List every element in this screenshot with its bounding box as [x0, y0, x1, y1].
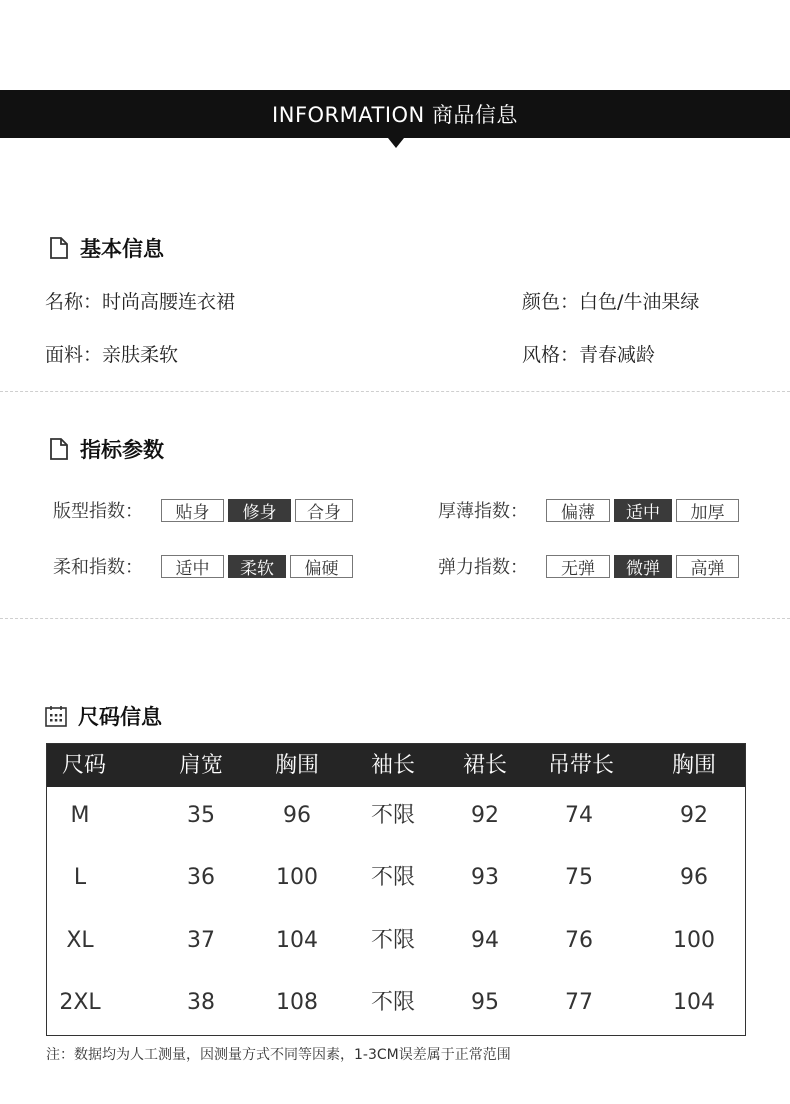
shoulder-cell: 37	[187, 928, 215, 953]
column-header: 尺码	[61, 753, 106, 778]
bust-cell: 100	[276, 865, 318, 890]
size-table	[46, 743, 746, 1036]
strap-length-cell: 74	[565, 803, 593, 828]
info-banner	[0, 90, 790, 138]
softness-option: 偏硬	[290, 555, 353, 578]
product-color: 颜色：白色/牛油果绿	[522, 291, 700, 313]
sleeve-cell: 不限	[370, 865, 415, 890]
skirt-length-cell: 92	[471, 803, 499, 828]
column-header: 袖长	[370, 753, 415, 778]
skirt-length-cell: 93	[471, 865, 499, 890]
elasticity-index-label: 弹力指数：	[438, 557, 528, 578]
size-cell: 2XL	[59, 990, 101, 1015]
elasticity-option: 无弹	[546, 555, 610, 578]
fit-index-label: 版型指数：	[53, 501, 143, 522]
bust-cell: 104	[673, 990, 715, 1015]
bust-cell: 92	[680, 803, 708, 828]
softness-option-selected: 柔软	[228, 555, 286, 578]
bust-cell: 104	[276, 928, 318, 953]
skirt-length-cell: 95	[471, 990, 499, 1015]
size-cell: M	[70, 803, 90, 828]
thickness-index-row	[438, 497, 743, 523]
size-table-header	[47, 744, 745, 787]
fit-option: 合身	[295, 499, 353, 522]
basic-info-title: 基本信息	[80, 237, 164, 261]
thickness-index-label: 厚薄指数：	[438, 501, 528, 522]
column-header: 肩宽	[178, 753, 223, 778]
indices-heading	[48, 434, 164, 464]
banner-arrow	[388, 138, 404, 148]
basic-info-heading	[48, 233, 164, 263]
product-name: 名称：时尚高腰连衣裙	[45, 291, 236, 313]
thickness-option: 偏薄	[546, 499, 610, 522]
fit-index-row	[53, 497, 357, 523]
sleeve-cell: 不限	[370, 990, 415, 1015]
elasticity-index-row	[438, 553, 743, 579]
softness-option: 适中	[161, 555, 224, 578]
banner-title: INFORMATION 商品信息	[272, 103, 518, 127]
fit-option: 贴身	[161, 499, 224, 522]
elasticity-option-selected: 微弹	[614, 555, 672, 578]
size-cell: XL	[66, 928, 94, 953]
product-fabric: 面料：亲肤柔软	[45, 344, 179, 366]
divider	[0, 391, 790, 392]
document-icon	[48, 437, 70, 461]
column-header: 胸围	[274, 753, 319, 778]
strap-length-cell: 76	[565, 928, 593, 953]
calendar-icon	[44, 704, 68, 728]
indices-title: 指标参数	[80, 438, 164, 462]
column-header: 裙长	[462, 753, 507, 778]
elasticity-option: 高弹	[676, 555, 739, 578]
thickness-option: 加厚	[676, 499, 739, 522]
sleeve-cell: 不限	[370, 803, 415, 828]
product-style: 风格：青春减龄	[522, 344, 656, 366]
measurement-note: 注：数据均为人工测量，因测量方式不同等因素，1-3CM误差属于正常范围	[46, 1047, 511, 1063]
size-info-heading	[44, 701, 162, 731]
bust-cell: 96	[680, 865, 708, 890]
bust-cell: 108	[276, 990, 318, 1015]
softness-index-label: 柔和指数：	[53, 557, 143, 578]
column-header: 吊带长	[547, 753, 614, 778]
document-icon	[48, 236, 70, 260]
fit-option-selected: 修身	[228, 499, 291, 522]
bust-cell: 96	[283, 803, 311, 828]
strap-length-cell: 75	[565, 865, 593, 890]
size-cell: L	[73, 865, 87, 890]
sleeve-cell: 不限	[370, 928, 415, 953]
shoulder-cell: 38	[187, 990, 215, 1015]
shoulder-cell: 35	[187, 803, 215, 828]
shoulder-cell: 36	[187, 865, 215, 890]
size-info-title: 尺码信息	[78, 705, 162, 729]
column-header: 胸围	[671, 753, 716, 778]
skirt-length-cell: 94	[471, 928, 499, 953]
thickness-option-selected: 适中	[614, 499, 672, 522]
bust-cell: 100	[673, 928, 715, 953]
softness-index-row	[53, 553, 357, 579]
strap-length-cell: 77	[565, 990, 593, 1015]
divider	[0, 618, 790, 619]
